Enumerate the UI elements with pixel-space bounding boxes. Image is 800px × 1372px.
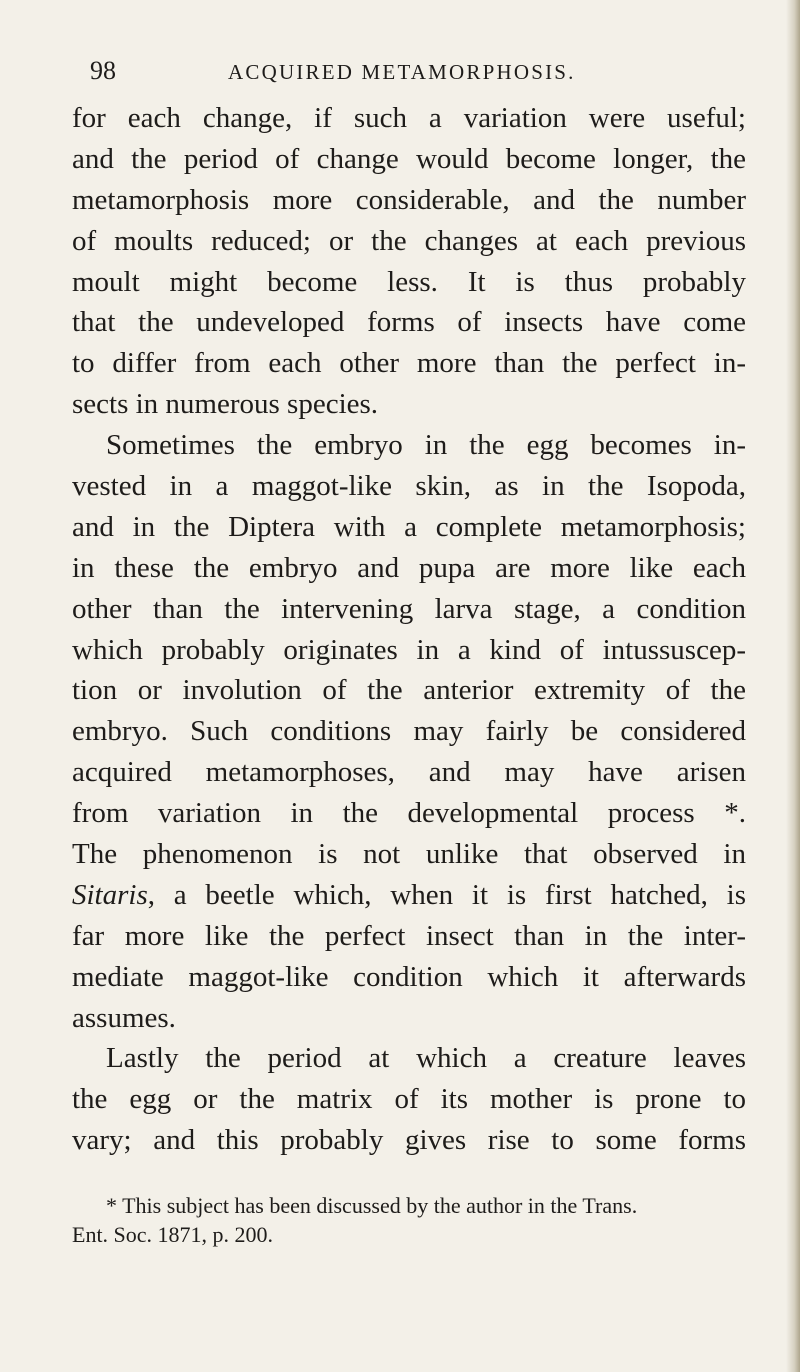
text-line: The phenomenon is not unlike that observed in bbox=[72, 838, 746, 871]
text-line: metamorphosis more considerable, and the number bbox=[72, 183, 746, 216]
text-line: mediate maggot-like condition which it afterwards bbox=[72, 960, 746, 993]
text-line: assumes. bbox=[72, 1001, 176, 1034]
text-line: to differ from each other more than the perfect in- bbox=[72, 347, 746, 380]
body-text bbox=[72, 98, 746, 1161]
text-line: Lastly the period at which a creature leaves bbox=[106, 1042, 746, 1075]
text-line: and the period of change would become longer, the bbox=[72, 142, 746, 175]
text-line: vested in a maggot-like skin, as in the Isopoda, bbox=[72, 470, 746, 503]
text-line: and in the Diptera with a complete metamorphosis; bbox=[72, 510, 746, 543]
page-header bbox=[90, 56, 710, 86]
text-line: vary; and this probably gives rise to some forms bbox=[72, 1124, 746, 1157]
text-line: acquired metamorphoses, and may have arisen bbox=[72, 756, 746, 789]
text-line: for each change, if such a variation were useful; bbox=[72, 102, 746, 134]
text-line: the egg or the matrix of its mother is prone to bbox=[72, 1083, 746, 1116]
text-line-rest: , a beetle which, when it is first hatched, is bbox=[147, 878, 746, 911]
species-name-italic: Sitaris bbox=[72, 878, 148, 911]
text-line: moult might become less. It is thus probably bbox=[72, 265, 746, 298]
footnote-line: * This subject has been discussed by the author in the Trans. bbox=[106, 1193, 638, 1218]
footnote bbox=[72, 1191, 746, 1249]
text-line: Sometimes the embryo in the egg becomes in- bbox=[106, 429, 746, 462]
text-line: embryo. Such conditions may fairly be considered bbox=[72, 715, 746, 748]
text-line: tion or involution of the anterior extremity of the bbox=[72, 674, 746, 707]
text-line: that the undeveloped forms of insects have come bbox=[72, 306, 746, 339]
text-line: of moults reduced; or the changes at each previous bbox=[72, 224, 746, 257]
text-line bbox=[72, 875, 746, 916]
page-number: 98 bbox=[90, 56, 116, 85]
text-line: far more like the perfect insect than in the inter- bbox=[72, 919, 746, 952]
text-line: from variation in the developmental process *. bbox=[72, 797, 746, 830]
text-line: sects in numerous species. bbox=[72, 388, 379, 421]
text-line: which probably originates in a kind of intussuscep- bbox=[72, 633, 746, 666]
footnote-line: Ent. Soc. 1871, p. 200. bbox=[72, 1222, 274, 1247]
page-edge-shadow bbox=[786, 0, 800, 1372]
running-head: ACQUIRED METAMORPHOSIS. bbox=[228, 60, 576, 84]
text-line: other than the intervening larva stage, a condition bbox=[72, 592, 746, 625]
text-line: in these the embryo and pupa are more like each bbox=[72, 551, 746, 584]
